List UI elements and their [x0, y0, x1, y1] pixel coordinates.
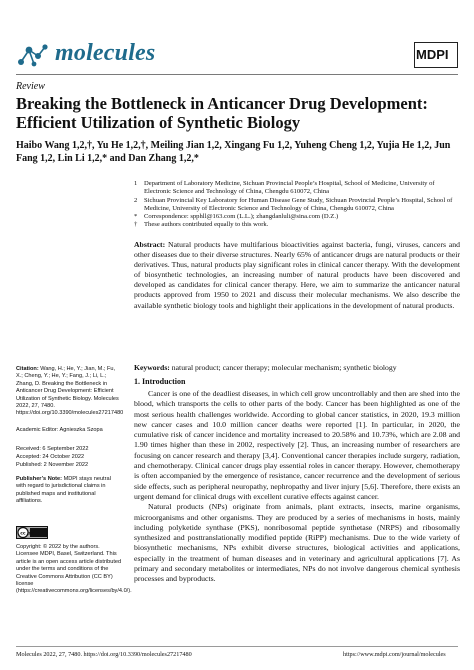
article-type: Review — [16, 81, 45, 92]
keywords — [134, 363, 460, 373]
citation-text[interactable]: Wang, H.; He, Y.; Jian, M.; Fu, X.; Cheng, Y.; He, Y.; Fang, J.; Li, L.; Zhang, D. Breaking the Bottleneck in Anticancer Drug Development: Efficient Utilization of Synthetic Biology. Molecules 2022, 27, 7480. https://doi.org/10.3390/molecules27217480 — [16, 366, 124, 417]
abstract-text: Natural products have multifarious bioactivities against bacteria, fungi, viruses, cancers and other diseases due to their diverse structures. Nearly 65% of anticancer drugs are natural products or their derivatives. Thus, natural products play significant roles in clinical cancer therapy. With the development of biosynthetic technologies, an increasing number of natural products have been discovered and developed as candidates for clinical cancer therapy. Here, we aim to summarize the anticancer natural products approved from 1950 to 2021 and discuss their molecular mechanisms. We also describe the available synthetic biology tools and highlight their applications in the development of natural products. — [134, 240, 460, 310]
footer-citation[interactable]: Molecules 2022, 27, 7480. https://doi.org/10.3390/molecules27217480 — [16, 651, 192, 658]
correspondence: * Correspondence: spphll@163.com (L.L.); zhangdanluli@sina.com (D.Z.) — [134, 213, 339, 221]
journal-name: molecules — [55, 40, 156, 66]
publisher-note: Publisher’s Note: MDPI stays neutral with regard to jurisdictional claims in published maps and institutional affiliations. — [16, 476, 111, 505]
accepted-date: Accepted: 24 October 2022 — [16, 454, 85, 460]
academic-editor: Academic Editor: Agnieszka Szopa — [16, 427, 103, 433]
footer-rule — [16, 646, 458, 647]
molecule-icon — [16, 42, 50, 68]
footer-journal-link[interactable]: https://www.mdpi.com/journal/molecules — [343, 651, 446, 658]
keywords-label: Keywords: — [134, 363, 170, 372]
author-list: Haibo Wang 1,2,†, Yu He 1,2,†, Meiling Jian 1,2, Xingang Fu 1,2, Yuheng Cheng 1,2, Yujia He 1,2, Jun Fang 1,2, Lin Li 1,2,* and Dan Zhang 1,2,* — [16, 140, 451, 164]
published-date: Published: 2 November 2022 — [16, 462, 89, 468]
paragraph: Cancer is one of the deadliest diseases, in which cell grow uncontrollably and then are shed into the blood, which transports the cells to other parts of the body. Cancer has been highlighted as one of the most serious health challenges worldwide. According to global cancer statistics, in 2020, 19.3 million new cancer cases and 10.0 million cancer deaths were reported [1]. In particular, in 2020, the cumulative risk of cancer incidence and mortality increased to 20.58% and 10.73%, which are 2.08 and 1.90 times higher than these in 2002, respectively [2]. Thus, an increasing number of researchers are focusing on cancer research and therapy [3,4]. Conventional cancer therapies include surgery, radiation, and chemotherapy. Clinical cancer drugs play essential roles in cancer therapy. However, chemotherapy is often accompanied by the emergence of resistance, cancer recurrence and the development of serious side effects, such as peripheral neuropathy, nephropathy and liver injury [5,6]. Therefore, there exists an urgent demand for clinical drugs with excellent curative effects against cancer. — [134, 389, 460, 501]
paragraph: Natural products (NPs) originate from animals, plant extracts, insects, marine organisms, microorganisms and other organisms. They are produced by a series of mechanisms in hosts, mainly including polyketide synthase (PKS), nonribosomal peptide synthetase (NRPS) and ribosomally synthesized and posttranslationally modified peptide (RiPP) mechanisms. Due to the wide variety of biosynthetic mechanisms, NPs exhibit diverse structures, biological activities and applications, especially in the treatment of human diseases and in veterinary and agricultural applications [7]. As primary and secondary metabolites or intermediates, NPs do not involve dangerous chemical synthesis processes and byproducts. — [134, 502, 460, 584]
keywords-text: natural product; cancer therapy; molecular mechanism; synthetic biology — [171, 363, 397, 372]
citation-block — [16, 366, 122, 418]
received-date: Received: 6 September 2022 — [16, 446, 89, 452]
publisher-note-label: Publisher’s Note: — [16, 476, 63, 482]
article-title: Breaking the Bottleneck in Anticancer Drug Development: Efficient Utilization of Synthetic Biology — [16, 94, 428, 132]
affiliation-1: 1 Department of Laboratory Medicine, Sichuan Provincial People’s Hospital, School of Medicine, University of Electronic Science and Technology of China, Chengdu 610072, China — [134, 180, 435, 196]
affiliations — [134, 180, 460, 230]
cc-by-license-icon[interactable] — [16, 526, 48, 539]
abstract — [134, 240, 460, 311]
copyright-notice: Copyright: © 2022 by the authors. Licensee MDPI, Basel, Switzerland. This article is an open access article distributed under the terms and conditions of the Creative Commons Attribution (CC BY) license (https://creativecommons.org/licenses/by/4.0/). — [16, 544, 132, 595]
citation-label: Citation: — [16, 366, 39, 372]
header-rule — [16, 74, 458, 75]
mdpi-logo-text: MDPI — [416, 47, 449, 62]
abstract-label: Abstract: — [134, 240, 166, 249]
cc-badge-text: cc by — [20, 531, 34, 537]
mdpi-logo — [414, 42, 458, 68]
equal-contribution-note: † These authors contributed equally to this work. — [134, 221, 269, 229]
introduction-text — [134, 389, 460, 585]
section-title: 1. Introduction — [134, 377, 186, 386]
affiliation-2: 2 Sichuan Provincial Key Laboratory for Human Disease Gene Study, Sichuan Provincial People’s Hospital, School of Medicine, University of Electronic Science and Technology of China, Chengdu 610072, China — [134, 196, 453, 212]
